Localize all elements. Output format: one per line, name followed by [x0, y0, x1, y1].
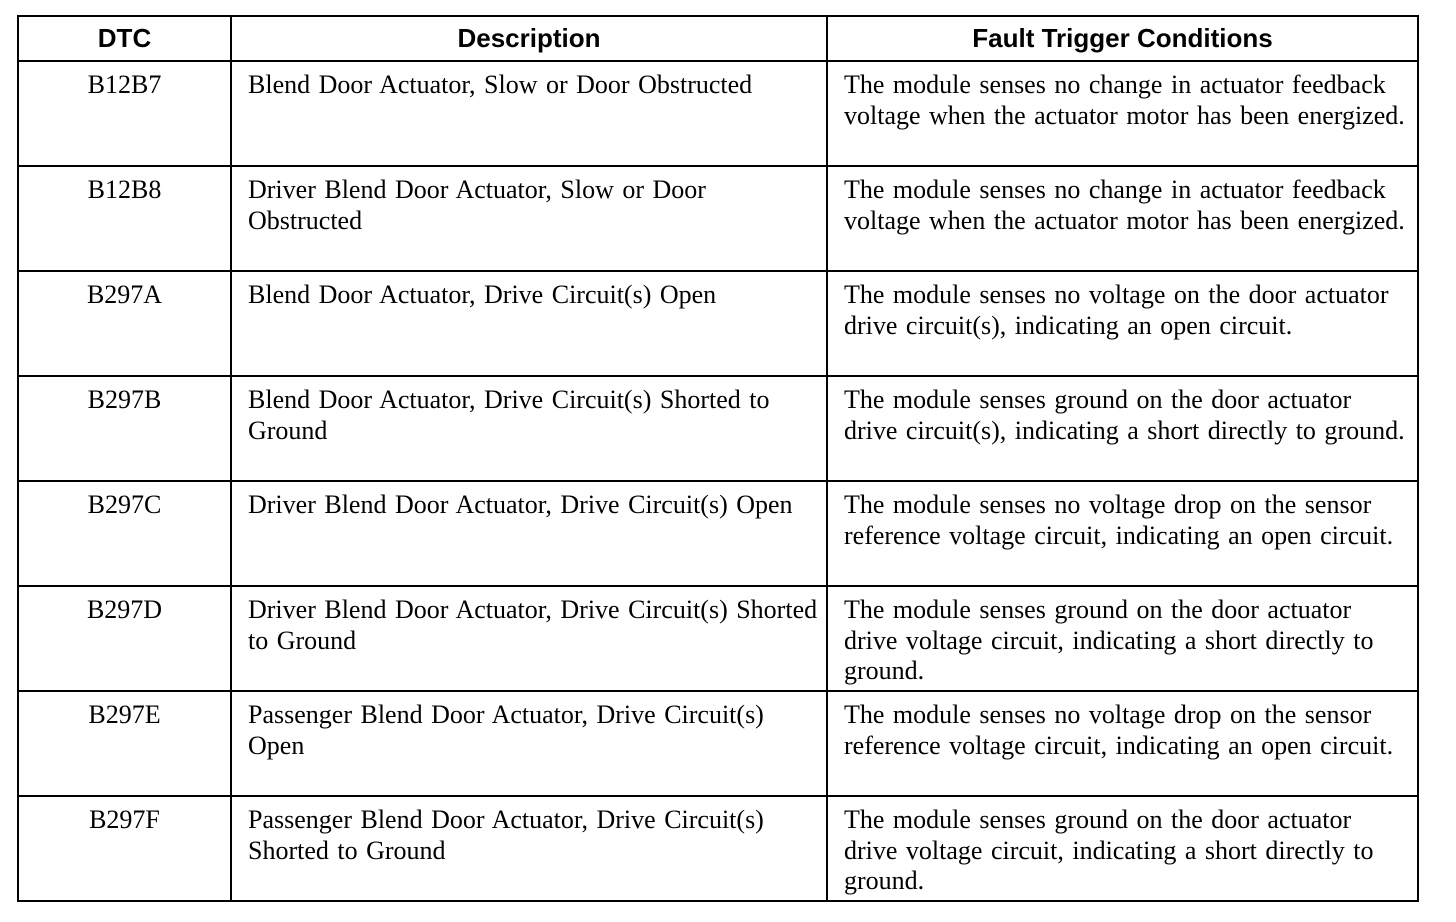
header-fault-trigger-conditions: Fault Trigger Conditions: [827, 16, 1418, 61]
header-dtc: DTC: [18, 16, 231, 61]
table-row: [18, 586, 1418, 691]
table-row: [18, 166, 1418, 271]
header-description: Description: [231, 16, 827, 61]
fault-trigger-conditions: The module senses no voltage drop on the sensor reference voltage circuit, indicating an open circuit.: [827, 691, 1418, 796]
table-row: [18, 691, 1418, 796]
dtc-code: B297D: [18, 586, 231, 691]
dtc-code: B297C: [18, 481, 231, 586]
fault-trigger-conditions: The module senses no voltage drop on the sensor reference voltage circuit, indicating an open circuit.: [827, 481, 1418, 586]
dtc-code: B12B8: [18, 166, 231, 271]
dtc-description: Blend Door Actuator, Drive Circuit(s) Shorted to Ground: [231, 376, 827, 481]
dtc-description: Blend Door Actuator, Slow or Door Obstructed: [231, 61, 827, 166]
dtc-code: B297B: [18, 376, 231, 481]
dtc-table: [17, 15, 1419, 902]
header-row: [18, 16, 1418, 61]
dtc-description: Passenger Blend Door Actuator, Drive Circuit(s) Shorted to Ground: [231, 796, 827, 901]
dtc-description: Driver Blend Door Actuator, Drive Circuit(s) Open: [231, 481, 827, 586]
dtc-code: B297A: [18, 271, 231, 376]
fault-trigger-conditions: The module senses no voltage on the door actuator drive circuit(s), indicating an open circuit.: [827, 271, 1418, 376]
table-row: [18, 271, 1418, 376]
table-row: [18, 796, 1418, 901]
dtc-description: Blend Door Actuator, Drive Circuit(s) Open: [231, 271, 827, 376]
dtc-code: B12B7: [18, 61, 231, 166]
fault-trigger-conditions: The module senses no change in actuator feedback voltage when the actuator motor has been energized.: [827, 166, 1418, 271]
dtc-description: Driver Blend Door Actuator, Slow or Door Obstructed: [231, 166, 827, 271]
dtc-description: Passenger Blend Door Actuator, Drive Circuit(s) Open: [231, 691, 827, 796]
table-row: [18, 61, 1418, 166]
table-row: [18, 376, 1418, 481]
dtc-code: B297F: [18, 796, 231, 901]
dtc-code: B297E: [18, 691, 231, 796]
fault-trigger-conditions: The module senses no change in actuator feedback voltage when the actuator motor has been energized.: [827, 61, 1418, 166]
fault-trigger-conditions: The module senses ground on the door actuator drive voltage circuit, indicating a short directly to ground.: [827, 796, 1418, 901]
table-row: [18, 481, 1418, 586]
dtc-description: Driver Blend Door Actuator, Drive Circuit(s) Shorted to Ground: [231, 586, 827, 691]
fault-trigger-conditions: The module senses ground on the door actuator drive circuit(s), indicating a short directly to ground.: [827, 376, 1418, 481]
fault-trigger-conditions: The module senses ground on the door actuator drive voltage circuit, indicating a short directly to ground.: [827, 586, 1418, 691]
